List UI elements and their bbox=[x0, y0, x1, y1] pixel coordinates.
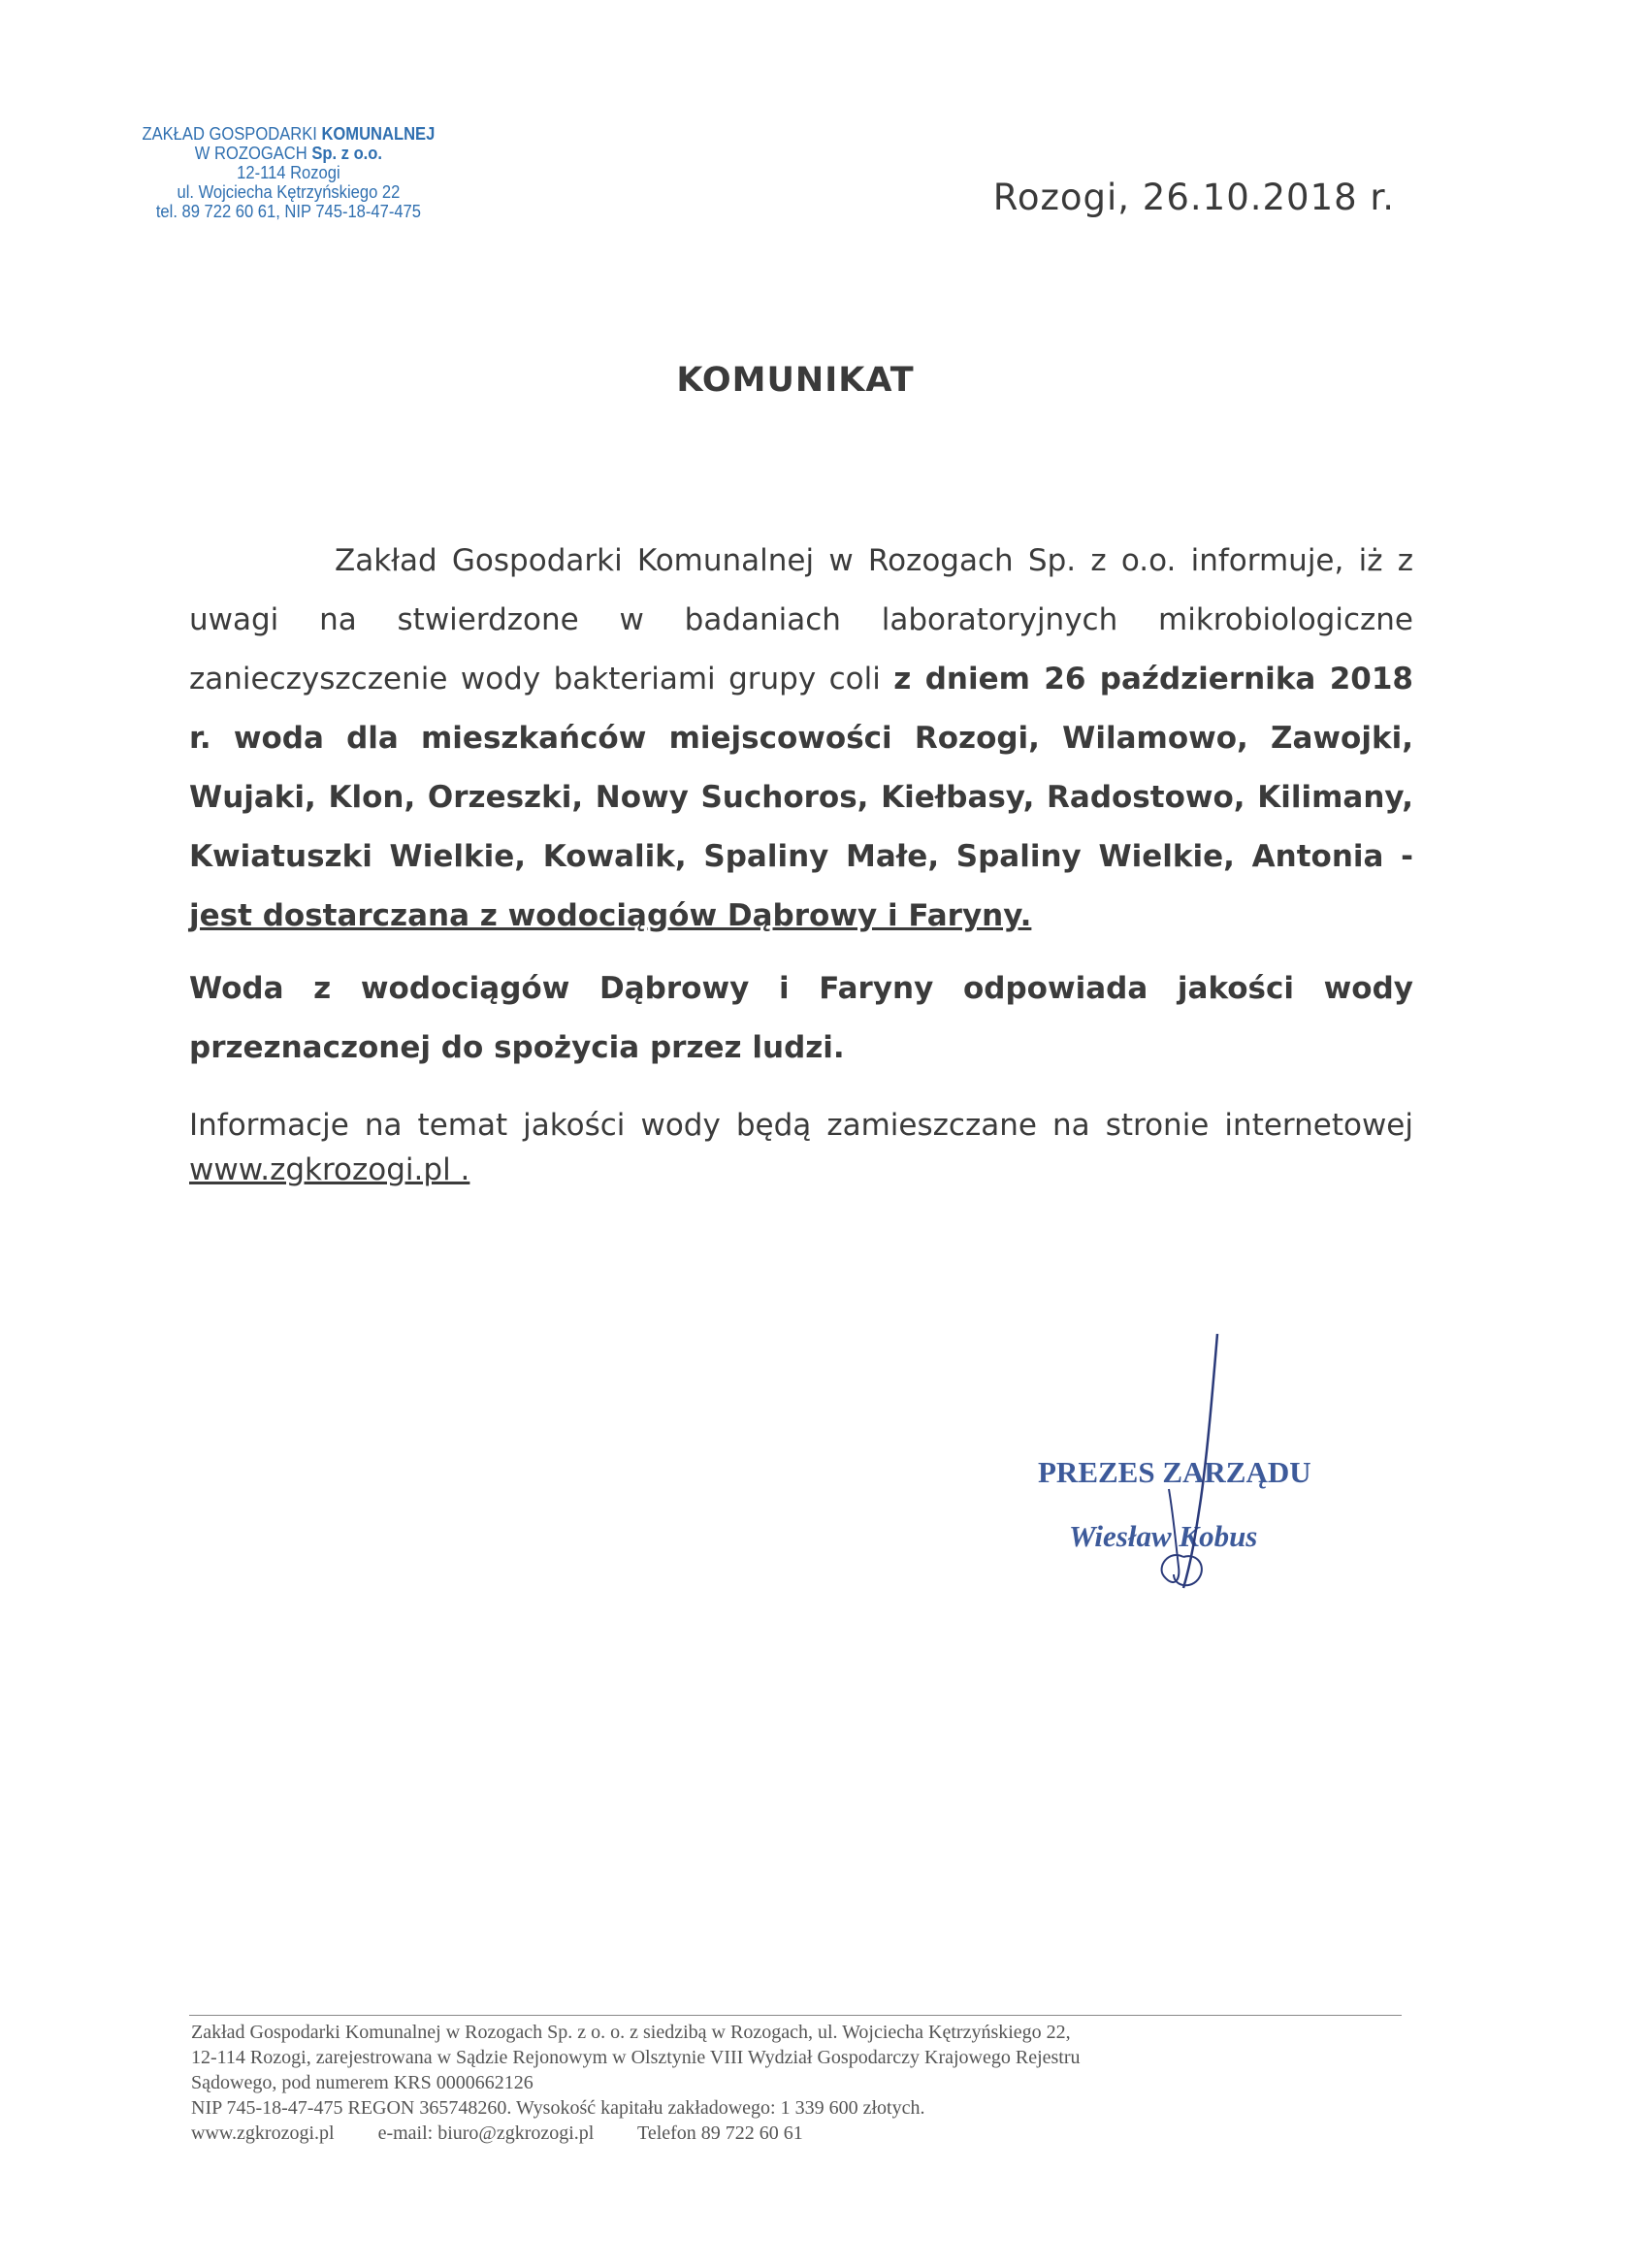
announcement-underlined: jest dostarczana z wodociągów Dąbrowy i Faryny. bbox=[189, 898, 1032, 933]
stamp-line1-b: KOMUNALNEJ bbox=[321, 124, 436, 144]
stamp-postal: 12-114 Rozogi bbox=[237, 163, 340, 182]
paragraph-water-quality: Woda z wodociągów Dąbrowy i Faryny odpowiada jakości wody przeznaczonej do spożycia przez ludzi. bbox=[189, 971, 1413, 1065]
announcement-intro: Zakład Gospodarki Komunalnej w Rozogach Sp. z o.o. informuje, iż z uwagi na stwierdzone w badaniach laboratoryjnych mikrobiologiczne zanieczyszczenie wody bakteriami grupy coli bbox=[189, 543, 1413, 697]
stamp-line2-a: W ROZOGACH bbox=[194, 144, 307, 163]
company-stamp bbox=[114, 124, 463, 221]
signature-stamp bbox=[1038, 1455, 1348, 1610]
footer bbox=[191, 2020, 1413, 2146]
announcement-bold: z dniem 26 października 2018 r. woda dla mieszkańców miejscowości Rozogi, Wilamowo, Zawojki, Wujaki, Klon, Orzeszki, Nowy Suchoros, Kiełbasy, Radostowo, Kilimany, Kwiatuszki Wielkie, Kowalik, Spaliny Małe, Spaliny Wielkie, Antonia - bbox=[189, 662, 1414, 874]
stamp-contact: tel. 89 722 60 61, NIP 745-18-47-475 bbox=[155, 202, 421, 221]
handwritten-signature bbox=[1028, 1334, 1222, 1615]
info-text: Informacje na temat jakości wody będą zamieszczane na stronie internetowej bbox=[189, 1108, 1413, 1143]
footer-line1: Zakład Gospodarki Komunalnej w Rozogach Sp. z o. o. z siedzibą w Rozogach, ul. Wojciecha Kętrzyńskiego 22, bbox=[191, 2022, 1071, 2043]
stamp-street: ul. Wojciecha Kętrzyńskiego 22 bbox=[177, 182, 401, 202]
footer-phone: Telefon 89 722 60 61 bbox=[637, 2122, 803, 2144]
footer-email[interactable]: e-mail: biuro@zgkrozogi.pl bbox=[377, 2122, 595, 2144]
stamp-line2-b: Sp. z o.o. bbox=[311, 144, 382, 163]
footer-divider bbox=[189, 2015, 1402, 2016]
signature-name: Wiesław Kobus bbox=[1069, 1519, 1258, 1553]
footer-website[interactable]: www.zgkrozogi.pl bbox=[191, 2122, 335, 2144]
document-title: KOMUNIKAT bbox=[676, 361, 915, 400]
footer-contact-row bbox=[191, 2121, 1413, 2146]
document-body bbox=[189, 532, 1413, 1192]
footer-line4: NIP 745-18-47-475 REGON 365748260. Wysokość kapitału zakładowego: 1 339 600 złotych. bbox=[191, 2097, 925, 2119]
paragraph-info bbox=[189, 1103, 1413, 1192]
website-link[interactable]: www.zgkrozogi.pl . bbox=[189, 1152, 470, 1187]
signature-title: PREZES ZARZĄDU bbox=[1038, 1455, 1311, 1489]
stamp-line1-a: ZAKŁAD GOSPODARKI bbox=[142, 124, 317, 144]
document-date: Rozogi, 26.10.2018 r. bbox=[992, 177, 1395, 218]
footer-line2: 12-114 Rozogi, zarejestrowana w Sądzie Rejonowym w Olsztynie VIII Wydział Gospodarczy Krajowego Rejestru bbox=[191, 2047, 1081, 2068]
footer-line3: Sądowego, pod numerem KRS 0000662126 bbox=[191, 2072, 534, 2093]
paragraph-announcement bbox=[189, 532, 1413, 946]
